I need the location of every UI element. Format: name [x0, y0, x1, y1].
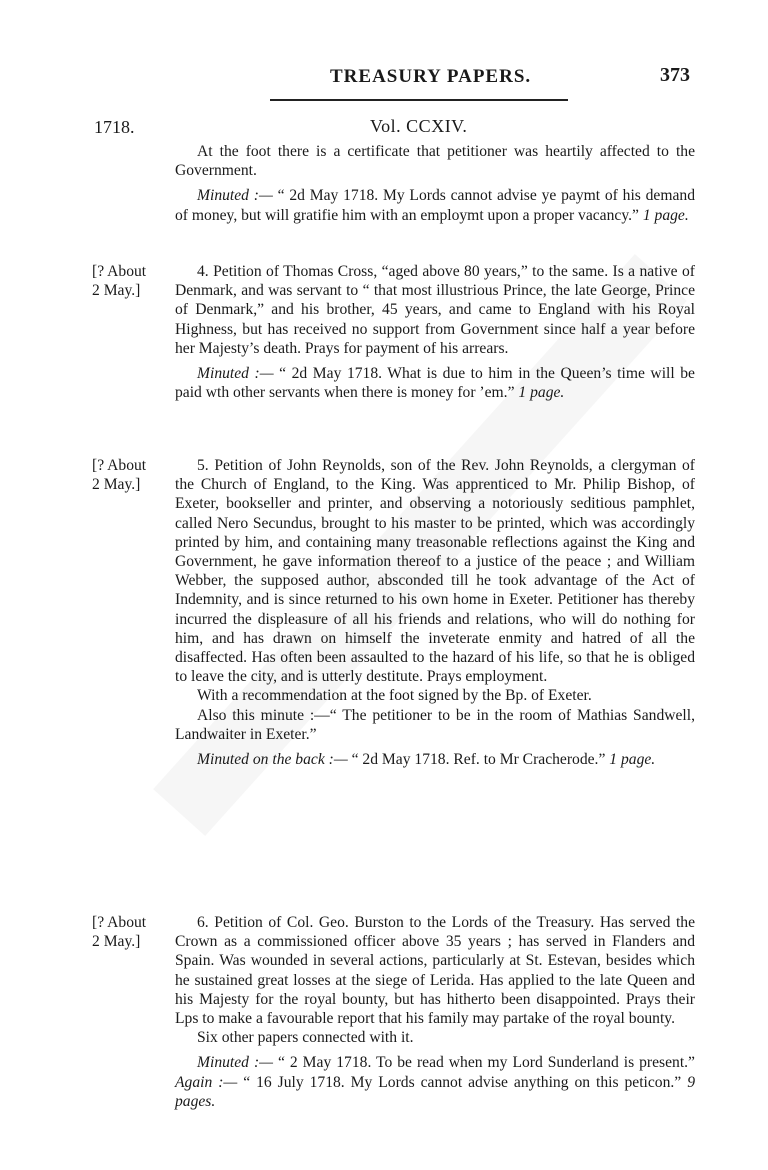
paragraph: Also this minute :—“ The petitioner to be in the room of Mathias Sandwell, Landwaiter in Exeter.” [175, 706, 695, 743]
side-note-line: 2 May.] [92, 282, 141, 300]
entry-petition-5 [175, 456, 695, 769]
minute-text: “ 2d May 1718. My Lords cannot advise ye paymt of his demand of money, but will gratifie him with an employmt upon a proper vacancy.” [175, 187, 695, 224]
side-note [92, 913, 162, 951]
side-note-line: [? About [92, 457, 147, 474]
minute-text: “ 2d May 1718. What is due to him in the Queen’s time will be paid wth other servants when there is money for ’em.” [175, 365, 695, 402]
minute [175, 186, 695, 224]
minute [175, 364, 695, 402]
minute [175, 750, 695, 769]
minute-label: Minuted on the back :— [197, 751, 348, 769]
volume-heading: Vol. CCXIV. [370, 116, 468, 136]
side-note-line: 2 May.] [92, 933, 141, 951]
page-count: 1 page. [609, 751, 656, 769]
paragraph: Six other papers connected with it. [197, 1029, 414, 1047]
paragraph: 5. Petition of John Reynolds, son of the Rev. John Reynolds, a clergyman of the Church of England, to the King. Was apprenticed to Mr. Philip Bishop, of Exeter, bookseller and printer, and observing a notoriously seditious pamphlet, called Nero Secundus, brought to his master to be printed, which was accordingly printed by him, and containing many treasonable reflections against the King and Government, he gave information thereof to a justice of the peace ; and William Webber, the supposed author, absconded till he took advantage of the Act of Indemnity, and is since returned to his own home in Exeter. Petitioner has thereby incurred the displeasure of all his friends and relations, who will do nothing for him, and has drawn on himself the inveterate enmity and hatred of all the disaffected. Has often been assaulted to the hazard of his life, so that he is obliged to leave the city, and is utterly destitute. Prays employment. [175, 457, 695, 686]
entry-petition-4 [175, 262, 695, 402]
side-note [92, 262, 162, 300]
entry-petition-6 [175, 913, 695, 1111]
minute-again-label: Again :— [175, 1073, 238, 1091]
paragraph: 6. Petition of Col. Geo. Burston to the Lords of the Treasury. Has served the Crown as a commissioned officer above 35 years ; has served in Flanders and Spain. Was wounded in several actions, particularly at St. Estevan, besides which he sustained great losses at the siege of Lerida. Has applied to the late Queen and his Majesty for the royal bounty, but has hitherto been disappointed. Prays their Lps to make a favourable report that his family may partake of the royal bounty. [175, 914, 695, 1028]
header-rule [270, 99, 568, 101]
minute-again-text: “ 16 July 1718. My Lords cannot advise anything on this peticon.” [243, 1073, 682, 1091]
page-header [170, 66, 700, 96]
minute-label: Minuted :— [197, 365, 274, 383]
margin-year: 1718. [94, 117, 135, 137]
side-note [92, 456, 162, 494]
minute-label: Minuted :— [197, 1054, 274, 1072]
minute [175, 1053, 695, 1111]
minute-text: “ 2d May 1718. Ref. to Mr Cracherode.” [351, 751, 606, 769]
minute-label: Minuted :— [197, 187, 273, 205]
entry-continuation [175, 142, 695, 225]
paragraph: With a recommendation at the foot signed by the Bp. of Exeter. [197, 687, 592, 705]
page-count: 9 pages. [175, 1073, 695, 1110]
side-note-line: [? About [92, 914, 147, 931]
page-count: 1 page. [518, 384, 565, 402]
side-note-line: 2 May.] [92, 476, 141, 494]
side-note-line: [? About [92, 263, 147, 280]
page-number: 373 [660, 64, 690, 86]
page-count: 1 page. [642, 206, 689, 224]
minute-text: “ 2 May 1718. To be read when my Lord Sunderland is present.” [278, 1054, 695, 1072]
running-title: TREASURY PAPERS. [330, 66, 532, 87]
paragraph: 4. Petition of Thomas Cross, “aged above 80 years,” to the same. Is a native of Denmark, and was servant to “ that most illustrious Prince, the late George, Prince of Denmark,” and his brother, 45 years, and came to England with his Royal Highness, but has received no support from Government since half a year before her Majesty’s death. Prays for payment of his arrears. [175, 263, 695, 357]
paragraph: At the foot there is a certificate that petitioner was heartily affected to the Government. [175, 143, 695, 180]
